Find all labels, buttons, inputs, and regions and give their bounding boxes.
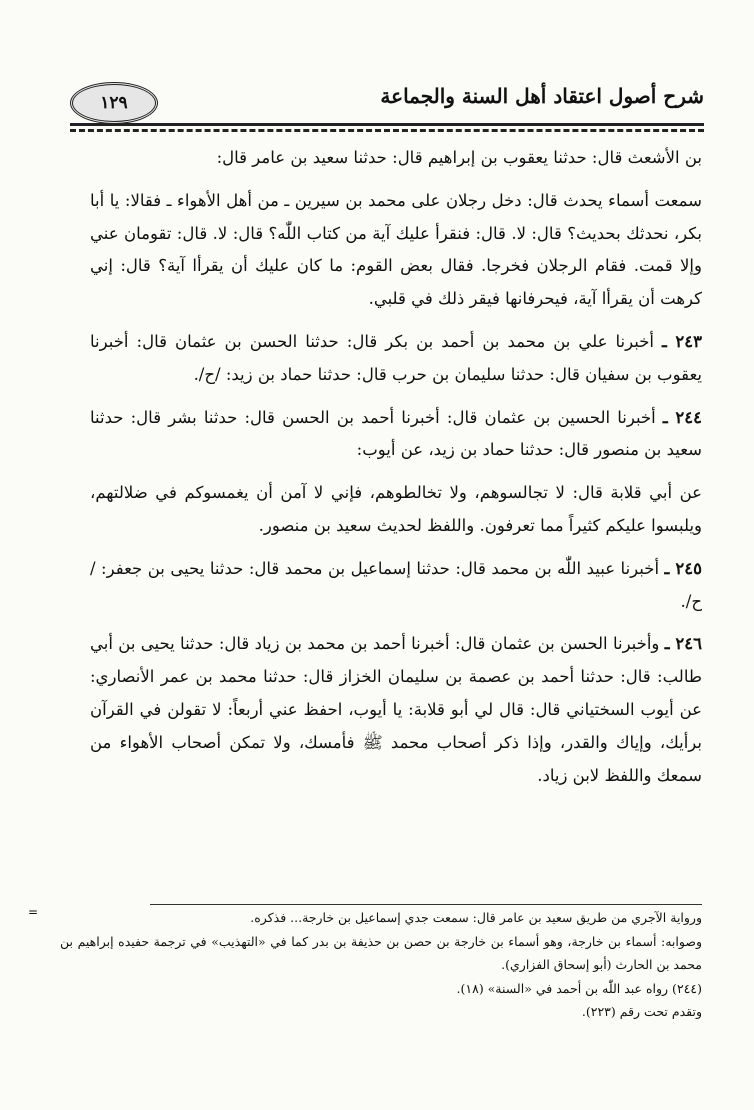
footnote-line: وتقدم تحت رقم (٢٢٣).	[581, 1004, 702, 1019]
entry-number: ٢٤٥ ـ	[664, 558, 702, 578]
page-number: ١٢٩	[100, 93, 128, 113]
footnotes	[60, 906, 702, 1024]
paragraph-text: أخبرنا الحسين بن عثمان قال: أخبرنا أحمد بن الحسن قال: حدثنا بشر قال: حدثنا سعيد بن منصور قال: حدثنا حماد بن زيد، عن أيوب:	[90, 407, 702, 460]
paragraph-text: عن أبي قلابة قال: لا تجالسوهم، ولا تخالطوهم، فإني لا آمن أن يغمسوكم في ضلالتهم، ويلبسوا عليكم كثيراً مما تعرفون. واللفظ لحديث سعيد بن منصور.	[90, 483, 702, 535]
hadith-entry	[90, 402, 702, 468]
running-title: شرح أصول اعتقاد أهل السنة والجماعة	[380, 84, 704, 108]
page-header	[70, 82, 704, 120]
paragraph-text: بن الأشعث قال: حدثنا يعقوب بن إبراهيم قال: حدثنا سعيد بن عامر قال:	[216, 148, 702, 167]
footnote-continuation-marker: =	[28, 905, 39, 919]
entry-number: ٢٤٦ ـ	[664, 634, 702, 654]
footnote-line: (٢٤٤) رواه عبد اللّٰه بن أحمد في «السنة» (١٨).	[456, 980, 702, 996]
header-divider	[70, 123, 704, 135]
paragraph-text: وأخبرنا الحسن بن عثمان قال: أخبرنا أحمد بن محمد بن زياد قال: حدثنا يحيى بن أبي طالب: قال: حدثنا أحمد بن عصمة بن سليمان الخزاز قال: حدثنا محمد بن عمر الأنصاري: عن أيوب السختياني قال: قال لي أبو قلابة: يا أيوب، احفظ عني أربعاً: لا تقولن في القرآن برأيك، وإياك والقدر، وإذا ذكر أصحاب محمد ﷺ فأمسك، ولا تمكن أصحاب الأهواء من سمعك واللفظ لابن زياد.	[90, 634, 702, 785]
entry-number: ٢٤٣ ـ	[662, 331, 702, 351]
footnote-line: وصوابه: أسماء بن خارجة، وهو أسماء بن خارجة بن حصن بن حذيفة بن بدر كما في «التهذيب» في ترجمة حفيده إبراهيم بن محمد بن الحارث (أبو إسحاق الفزاري).	[60, 933, 702, 972]
entry-number: ٢٤٤ ـ	[662, 407, 702, 427]
main-text	[90, 142, 702, 802]
paragraph	[90, 142, 702, 175]
paragraph	[90, 185, 702, 316]
hadith-entry	[90, 628, 702, 792]
paragraph-text: أخبرنا عبيد اللّٰه بن محمد قال: حدثنا إسماعيل بن محمد قال: حدثنا يحيى بن جعفر: /ح/.	[90, 558, 702, 611]
footnote-line: ورواية الآجري من طريق سعيد بن عامر قال: سمعت جدي إسماعيل بن خارجة... فذكره.	[250, 910, 702, 925]
paragraph-text: سمعت أسماء يحدث قال: دخل رجلان على محمد بن سيرين ـ من أهل الأهواء ـ فقالا: يا أبا بكر، نحدثك بحديث؟ قال: لا. قال: فنقرأ عليك آية من كتاب اللّٰه؟ قال: لا. قال: تقومان عني وإلا قمت. فقام الرجلان فخرجا. فقال بعض القوم: ما كان عليك أن يقرأا آية؟ قال: إني كرهت أن يقرأا آية، فيحرفانها فيقر ذلك في قلبي.	[90, 190, 702, 309]
paragraph-text: أخبرنا علي بن محمد بن أحمد بن بكر قال: حدثنا الحسن بن عثمان قال: أخبرنا يعقوب بن سفيان قال: حدثنا سليمان بن حرب قال: حدثنا حماد بن زيد: /ح/.	[90, 331, 702, 384]
footnote-divider	[150, 904, 702, 905]
page-number-badge	[70, 82, 158, 124]
paragraph	[90, 477, 702, 543]
hadith-entry	[90, 326, 702, 392]
hadith-entry	[90, 553, 702, 619]
